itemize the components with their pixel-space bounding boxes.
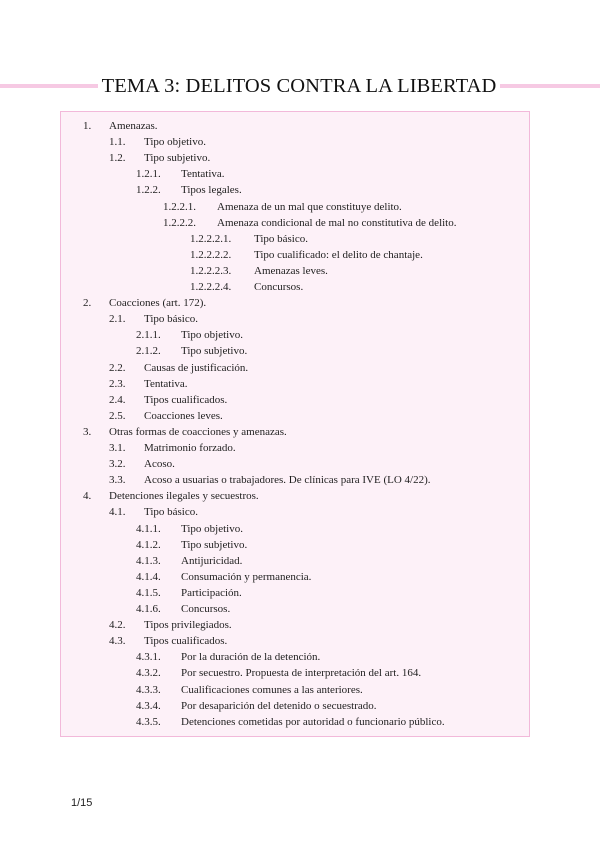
toc-item-text: Tipos privilegiados.: [144, 619, 232, 632]
toc-item-number: 4.3.4.: [136, 699, 161, 712]
toc-item-number: 4.1.2.: [136, 538, 161, 551]
toc-item-number: 3.3.: [109, 474, 126, 487]
toc-item-number: 4.3.2.: [136, 667, 161, 680]
toc-item-text: Tipo subjetivo.: [181, 538, 248, 551]
toc-item-number: 1.: [83, 120, 92, 132]
toc-item-text: Detenciones cometidas por autoridad o funcionario público.: [181, 715, 445, 728]
title-decoration-left: [0, 84, 98, 88]
toc-item-number: 4.3.5.: [136, 715, 161, 728]
toc-item-number: 4.: [83, 490, 92, 503]
toc-item-text: Coacciones (art. 172).: [109, 297, 207, 310]
toc-item-text: Amenaza de un mal que constituye delito.: [217, 200, 402, 213]
toc-item-text: Tipo básico.: [144, 506, 198, 519]
toc-item-text: Participación.: [181, 586, 242, 599]
toc-item-text: Concursos.: [254, 281, 304, 293]
toc-item-text: Coacciones leves.: [144, 409, 223, 422]
toc-item-number: 4.3.1.: [136, 651, 161, 664]
toc-item-text: Por secuestro. Propuesta de interpretación del art. 164.: [181, 667, 422, 680]
toc-item-text: Tipo subjetivo.: [144, 152, 211, 165]
toc-item-number: 1.2.2.2.3.: [190, 264, 232, 277]
toc-item-text: Tipos legales.: [181, 184, 242, 197]
toc-item-number: 4.1.: [109, 506, 126, 519]
toc-item-text: Tipos cualificados.: [144, 635, 228, 648]
toc-item-number: 4.3.3.: [136, 683, 161, 696]
toc-item-text: Tentativa.: [144, 377, 188, 390]
toc-item-text: Matrimonio forzado.: [144, 442, 236, 454]
page-title: TEMA 3: DELITOS CONTRA LA LIBERTAD: [101, 75, 497, 97]
toc-item-number: 2.3.: [109, 377, 126, 390]
toc-item-number: 1.2.2.2.2.: [190, 248, 232, 261]
toc-item-number: 3.1.: [109, 442, 126, 454]
toc-item-text: Consumación y permanencia.: [181, 570, 312, 583]
toc-item-text: Amenaza condicional de mal no constitutiva de delito.: [217, 216, 457, 229]
table-of-contents: [60, 111, 530, 737]
toc-item-number: 2.1.2.: [136, 345, 161, 358]
toc-item-number: 4.1.4.: [136, 570, 161, 583]
toc-item-number: 3.2.: [109, 458, 126, 471]
toc-item-number: 1.2.2.: [136, 184, 161, 197]
toc-item-text: Otras formas de coacciones y amenazas.: [109, 425, 287, 438]
toc-item-number: 1.2.2.2.4.: [190, 281, 232, 293]
toc-item-number: 2.2.: [109, 361, 126, 374]
toc-item-text: Acoso.: [144, 458, 175, 471]
toc-item-text: Antijuricidad.: [181, 554, 243, 567]
toc-item-number: 3.: [83, 425, 92, 438]
title-decoration-right: [500, 84, 600, 88]
toc-item-text: Tipo cualificado: el delito de chantaje.: [254, 248, 423, 261]
toc-item-text: Causas de justificación.: [144, 361, 249, 374]
toc-item-text: Amenazas.: [109, 120, 158, 132]
toc-item-text: Concursos.: [181, 603, 231, 615]
toc-item-number: 2.1.: [109, 313, 126, 326]
toc-item-number: 4.1.5.: [136, 586, 161, 599]
toc-item-text: Por desaparición del detenido o secuestrado.: [181, 699, 377, 712]
toc-item-number: 4.1.6.: [136, 603, 161, 615]
toc-item-number: 2.5.: [109, 409, 126, 422]
title-row: [0, 72, 600, 100]
toc-item-number: 2.4.: [109, 393, 126, 406]
toc-item-number: 1.2.2.2.: [163, 216, 196, 229]
toc-item-text: Tipos cualificados.: [144, 393, 228, 406]
toc-item-text: Cualificaciones comunes a las anteriores.: [181, 683, 363, 696]
toc-item-number: 1.2.: [109, 152, 126, 165]
toc-item-number: 1.2.1.: [136, 168, 161, 181]
toc-item-text: Tipo subjetivo.: [181, 345, 248, 358]
toc-item-text: Tipo objetivo.: [144, 136, 206, 149]
toc-item-number: 2.1.1.: [136, 329, 161, 342]
toc-item-text: Acoso a usuarias o trabajadores. De clínicas para IVE (LO 4/22).: [144, 474, 431, 487]
toc-item-text: Detenciones ilegales y secuestros.: [109, 490, 259, 503]
toc-item-text: Tipo objetivo.: [181, 329, 243, 342]
toc-item-number: 4.1.1.: [136, 522, 161, 535]
toc-item-text: Por la duración de la detención.: [181, 651, 321, 664]
toc-item-number: 1.2.2.1.: [163, 200, 196, 213]
toc-item-number: 2.: [83, 297, 92, 310]
toc-item-text: Tipo objetivo.: [181, 522, 243, 535]
toc-item-number: 1.2.2.2.1.: [190, 232, 232, 245]
toc-item-number: 1.1.: [109, 136, 126, 149]
toc-item-number: 4.3.: [109, 635, 126, 648]
toc-item-text: Tentativa.: [181, 168, 225, 181]
toc-item-text: Tipo básico.: [144, 313, 198, 326]
toc-item-number: 4.2.: [109, 619, 126, 632]
toc-item-number: 4.1.3.: [136, 554, 161, 567]
page-number: 1/15: [71, 797, 93, 809]
toc-item-text: Tipo básico.: [254, 232, 308, 245]
toc-item-text: Amenazas leves.: [254, 264, 328, 277]
